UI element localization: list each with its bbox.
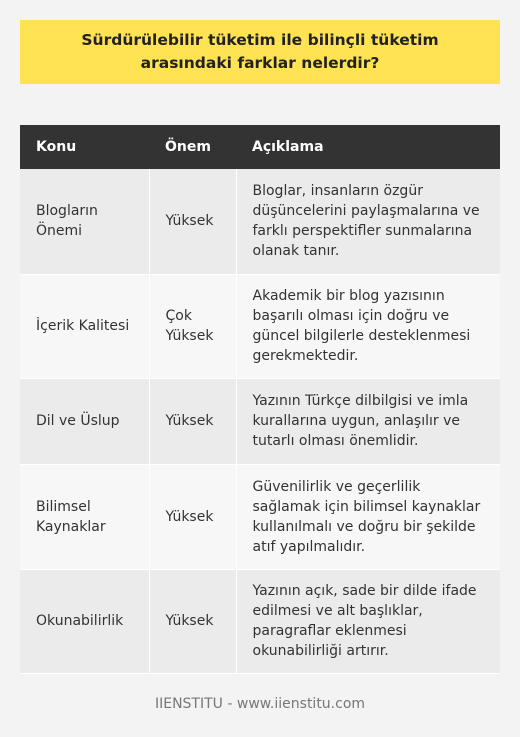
- cell-konu: Dil ve Üslup: [20, 378, 149, 464]
- cell-aciklama: Güvenilirlik ve geçerlilik sağlamak için bilimsel kaynaklar kullanılmalı ve doğru bir şekilde atıf yapılmalıdır.: [236, 464, 500, 569]
- column-header-aciklama: Açıklama: [236, 125, 500, 169]
- cell-konu: İçerik Kalitesi: [20, 274, 149, 378]
- cell-onem: Yüksek: [149, 569, 236, 673]
- table-row: [20, 378, 500, 464]
- footer-credit: IIENSTITU - www.iienstitu.com: [154, 696, 366, 712]
- cell-konu: Bilimsel Kaynaklar: [20, 464, 149, 569]
- table-row: [20, 274, 500, 378]
- table-row: [20, 569, 500, 673]
- title-banner: [20, 20, 500, 84]
- cell-konu: Blogların Önemi: [20, 169, 149, 274]
- table-header-row: [20, 125, 500, 169]
- column-header-konu: Konu: [20, 125, 149, 169]
- cell-konu: Okunabilirlik: [20, 569, 149, 673]
- cell-aciklama: Yazının açık, sade bir dilde ifade edilmesi ve alt başlıklar, paragraflar eklenmesi okunabilirliği artırır.: [236, 569, 500, 673]
- cell-onem: Çok Yüksek: [149, 274, 236, 378]
- cell-aciklama: Bloglar, insanların özgür düşüncelerini paylaşmalarına ve farklı perspektifler sunmalarına olanak tanır.: [236, 169, 500, 274]
- cell-aciklama: Yazının Türkçe dilbilgisi ve imla kurallarına uygun, anlaşılır ve tutarlı olması önemlidir.: [236, 378, 500, 464]
- data-table: [20, 125, 500, 674]
- table-row: [20, 169, 500, 274]
- cell-onem: Yüksek: [149, 378, 236, 464]
- cell-onem: Yüksek: [149, 464, 236, 569]
- page-title: Sürdürülebilir tüketim ile bilinçli tüketim arasındaki farklar nelerdir?: [81, 31, 439, 72]
- cell-onem: Yüksek: [149, 169, 236, 274]
- table-row: [20, 464, 500, 569]
- column-header-onem: Önem: [149, 125, 236, 169]
- cell-aciklama: Akademik bir blog yazısının başarılı olması için doğru ve güncel bilgilerle desteklenmesi gerekmektedir.: [236, 274, 500, 378]
